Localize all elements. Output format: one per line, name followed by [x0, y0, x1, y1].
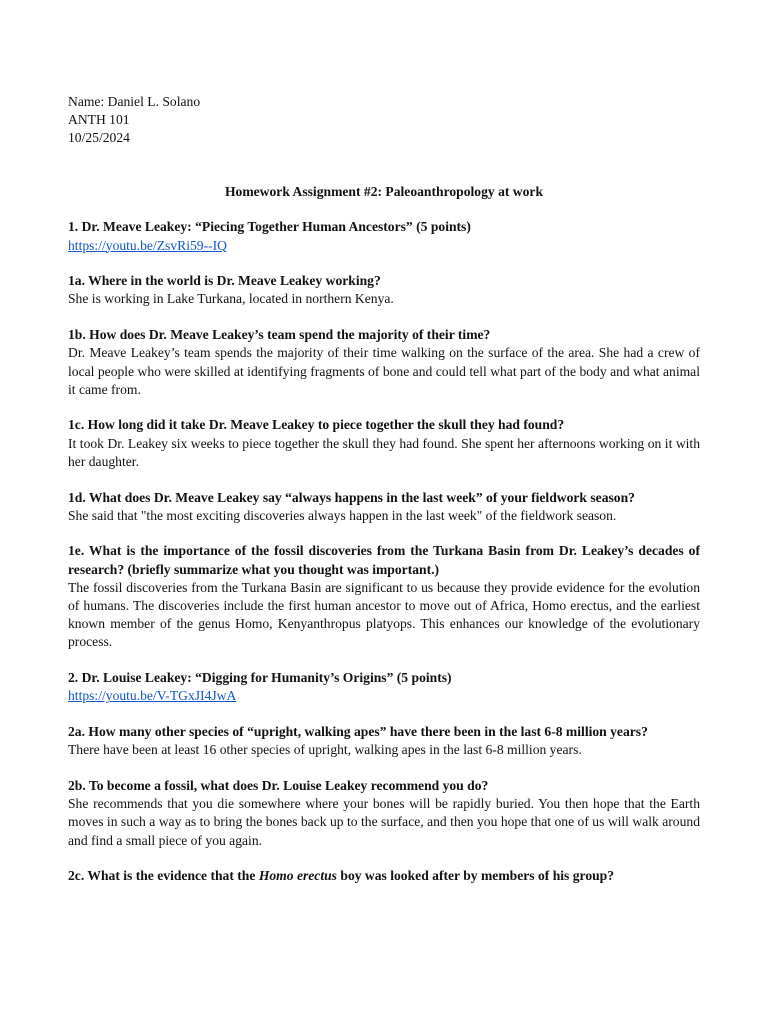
answer-2a: There have been at least 16 other species of upright, walking apes in the last 6-8 million years.: [68, 742, 582, 758]
spacer: [68, 255, 700, 273]
spacer: [68, 525, 700, 543]
question-2c-species: Homo erectus: [258, 868, 337, 884]
spacer: [68, 399, 700, 417]
question-1b: 1b. How does Dr. Meave Leakey’s team spend the majority of their time?: [68, 327, 491, 343]
question-1e: 1e. What is the importance of the fossil discoveries from the Turkana Basin from Dr. Leakey’s decades of research? (briefly summarize what you thought was important.): [68, 543, 700, 577]
document-page: [68, 93, 700, 886]
question-2c-suffix: boy was looked after by members of his group?: [336, 868, 615, 884]
question-1d: 1d. What does Dr. Meave Leakey say “always happens in the last week” of your fieldwork season?: [68, 489, 635, 505]
section2-video-link[interactable]: https://youtu.be/V-TGxJI4JwA: [68, 688, 237, 704]
question-2a: 2a. How many other species of “upright, walking apes” have there been in the last 6-8 million years?: [68, 724, 648, 740]
submission-date: 10/25/2024: [68, 130, 130, 146]
spacer: [68, 148, 700, 166]
section1-video-link[interactable]: https://youtu.be/ZsvRi59--IQ: [68, 237, 227, 253]
question-1c: 1c. How long did it take Dr. Meave Leakey to piece together the skull they had found?: [68, 417, 565, 433]
spacer: [68, 309, 700, 327]
spacer: [68, 759, 700, 777]
question-2c: [68, 867, 700, 885]
answer-2b: She recommends that you die somewhere where your bones will be rapidly buried. You then hope that the Earth moves in such a way as to bring the bones back up to the surface, and then you hope that one of us will walk around and find a small piece of you again.: [68, 796, 700, 848]
question-2c-prefix: 2c. What is the evidence that the: [68, 868, 259, 884]
answer-1d: She said that "the most exciting discoveries always happen in the last week" of the fieldwork season.: [68, 507, 617, 523]
spacer: [68, 652, 700, 670]
answer-1e: The fossil discoveries from the Turkana Basin are significant to us because they provide evidence for the evolution of humans. The discoveries include the first human ancestor to move out of Africa, Homo erectus, and the earliest known member of the genus Homo, Kenyanthropus platyops. This enhances our knowledge of the evolutionary process.: [68, 579, 700, 650]
spacer: [68, 850, 700, 868]
section2-heading: 2. Dr. Louise Leakey: “Digging for Humanity’s Origins” (5 points): [68, 670, 452, 686]
course-code: ANTH 101: [68, 112, 130, 128]
answer-1b: Dr. Meave Leakey’s team spends the majority of their time walking on the surface of the area. She had a crew of local people who were skilled at identifying fragments of bone and could tell what part of the body and what animal it came from.: [68, 345, 700, 397]
question-1a: 1a. Where in the world is Dr. Meave Leakey working?: [68, 273, 381, 289]
spacer: [68, 471, 700, 489]
student-name: Name: Daniel L. Solano: [68, 94, 201, 109]
section1-heading: 1. Dr. Meave Leakey: “Piecing Together Human Ancestors” (5 points): [68, 219, 471, 235]
answer-1a: She is working in Lake Turkana, located in northern Kenya.: [68, 291, 394, 307]
answer-1c: It took Dr. Leakey six weeks to piece together the skull they had found. She spent her afternoons working on it with her daughter.: [68, 435, 700, 469]
spacer: [68, 165, 700, 183]
spacer: [68, 706, 700, 724]
question-2b: 2b. To become a fossil, what does Dr. Louise Leakey recommend you do?: [68, 777, 489, 793]
assignment-title: Homework Assignment #2: Paleoanthropology at work: [224, 183, 544, 199]
spacer: [68, 201, 700, 219]
